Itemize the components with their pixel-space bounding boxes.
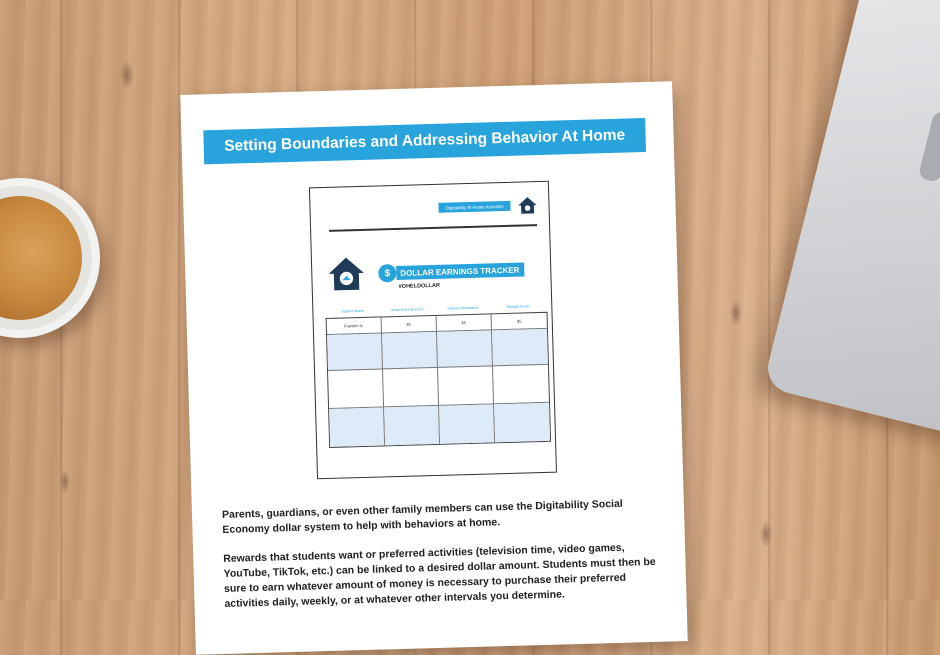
table-cell: $5	[382, 316, 437, 334]
paragraph: Parents, guardians, or even other family members can use the Digitability Social Economy dollar system to help with behaviors at home.	[221, 497, 623, 536]
body-text	[222, 496, 665, 626]
page-title: Setting Boundaries and Addressing Behavior At Home	[223, 126, 626, 155]
wood-knot	[760, 520, 772, 548]
house-icon	[516, 194, 539, 217]
column-header: Student Name	[341, 308, 365, 314]
tracker-title: DOLLAR EARNINGS TRACKER	[396, 262, 524, 280]
column-header: What is the Amount?	[391, 307, 425, 313]
wood-knot	[120, 60, 134, 90]
wood-knot	[60, 470, 70, 494]
dollar-icon: $	[378, 264, 396, 282]
header-divider	[329, 224, 537, 232]
column-header: Volume Information	[447, 305, 479, 311]
table-cell	[494, 403, 550, 443]
wood-knot	[730, 300, 742, 326]
table-cell	[329, 407, 385, 447]
table-cell: $5	[492, 313, 547, 331]
table-cell	[492, 329, 548, 367]
laptop-hinge	[918, 110, 940, 183]
table-cell	[383, 368, 439, 408]
laptop	[763, 0, 940, 440]
table-cell	[328, 369, 384, 409]
table-cell: $5	[437, 314, 492, 332]
table-cell	[384, 406, 440, 446]
hashtag: #OHELDOLLAR	[398, 282, 441, 290]
paragraph: Rewards that students want or preferred activities (television time, video games, YouTube, TikTok, etc.) can be linked to a desired dollar amount. Students must then be sure to earn whatever amount of money is necessary to purchase their preferred activities daily, weekly, or at whatever other intervals you determine.	[223, 541, 656, 610]
column-header: Straight Score	[506, 304, 530, 309]
tracker-preview	[309, 181, 557, 480]
activities-tag: Digitability At-Home Activities	[438, 201, 510, 213]
page-title-banner	[203, 118, 646, 164]
table-cell: Franklin N.	[327, 317, 382, 335]
worksheet-paper	[180, 81, 687, 655]
table-cell	[438, 366, 494, 406]
table-cell	[327, 333, 383, 371]
earnings-table	[326, 312, 552, 448]
house-icon	[326, 253, 367, 294]
table-cell	[493, 365, 549, 405]
table-cell	[437, 330, 493, 368]
table-cell	[439, 404, 495, 444]
coffee-cup	[0, 178, 100, 338]
table-cell	[382, 332, 438, 370]
